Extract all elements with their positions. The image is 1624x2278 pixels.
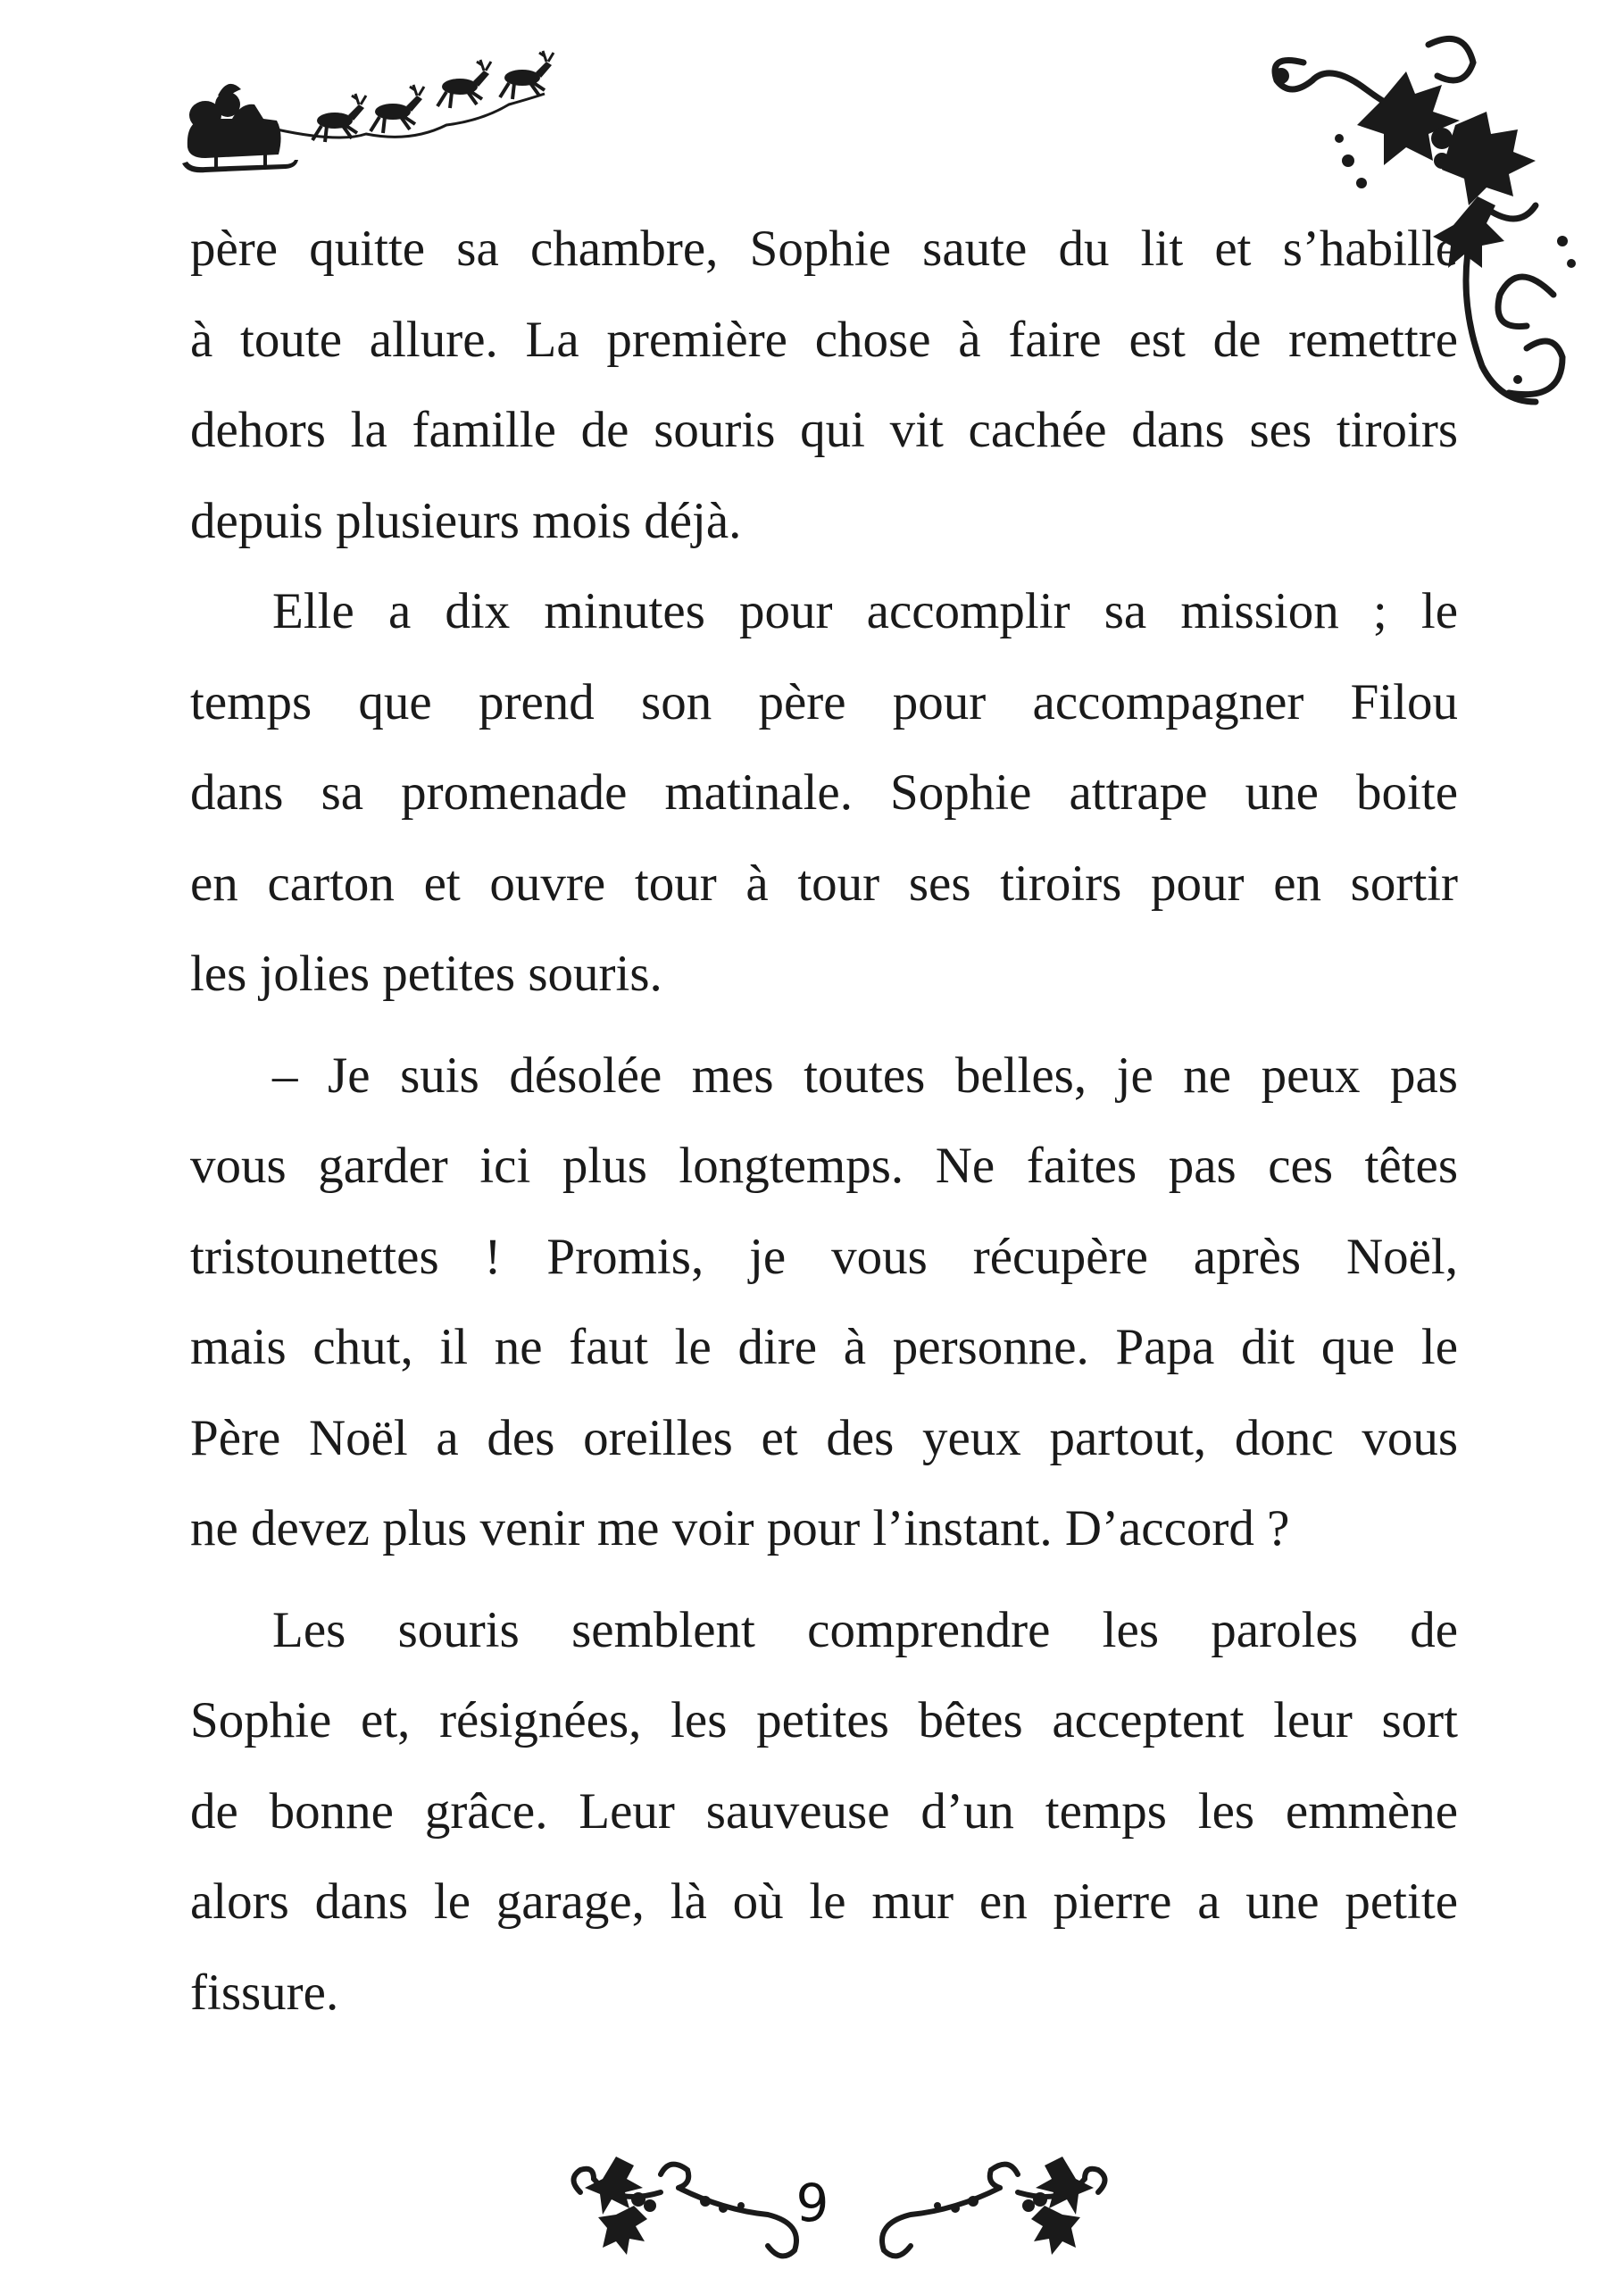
text-line: Les souris semblent comprendre les paroles de bbox=[272, 1601, 1458, 1658]
text-line: fissure. bbox=[190, 1964, 339, 2021]
text-line: vous garder ici plus longtemps. Ne faites pas ces têtes bbox=[190, 1138, 1458, 1194]
paragraph bbox=[190, 566, 1458, 1020]
text-line: en carton et ouvre tour à tour ses tiroirs pour en sortir bbox=[190, 855, 1458, 912]
text-line: temps que prend son père pour accompagner Filou bbox=[190, 673, 1458, 730]
paragraph bbox=[190, 1031, 1458, 1574]
page-number: 9 bbox=[795, 2173, 829, 2233]
page-footer bbox=[0, 2139, 1624, 2273]
text-line: dehors la famille de souris qui vit cachée dans ses tiroirs bbox=[190, 402, 1458, 458]
text-line: Elle a dix minutes pour accomplir sa mission ; le bbox=[272, 583, 1458, 639]
text-line: les jolies petites souris. bbox=[190, 946, 662, 1002]
text-line: père quitte sa chambre, Sophie saute du lit et s’habille bbox=[190, 221, 1458, 277]
text-line: ne devez plus venir me voir pour l’instant. D’accord ? bbox=[190, 1500, 1290, 1556]
text-line: de bonne grâce. Leur sauveuse d’un temps les emmène bbox=[190, 1782, 1458, 1840]
text-line: – Je suis désolée mes toutes belles, je ne peux pas bbox=[272, 1047, 1458, 1104]
text-line: Sophie et, résignées, les petites bêtes acceptent leur sort bbox=[190, 1692, 1458, 1748]
text-line: alors dans le garage, là où le mur en pierre a une petite bbox=[190, 1873, 1458, 1930]
text-line: Père Noël a des oreilles et des yeux partout, donc vous bbox=[190, 1409, 1458, 1466]
text-line: dans sa promenade matinale. Sophie attrape une boite bbox=[190, 764, 1458, 821]
paragraph bbox=[190, 204, 1458, 566]
santa-sleigh-reindeer-icon bbox=[179, 49, 571, 205]
text-line: mais chut, il ne faut le dire à personne. Papa dit que le bbox=[190, 1319, 1458, 1375]
text-line: tristounettes ! Promis, je vous récupère après Noël, bbox=[190, 1228, 1458, 1285]
story-text bbox=[190, 204, 1458, 2038]
text-line: à toute allure. La première chose à faire est de remettre bbox=[190, 311, 1458, 368]
holly-swirl-right-icon bbox=[857, 2139, 1116, 2273]
text-line: depuis plusieurs mois déjà. bbox=[190, 492, 742, 549]
paragraph bbox=[190, 1585, 1458, 2039]
